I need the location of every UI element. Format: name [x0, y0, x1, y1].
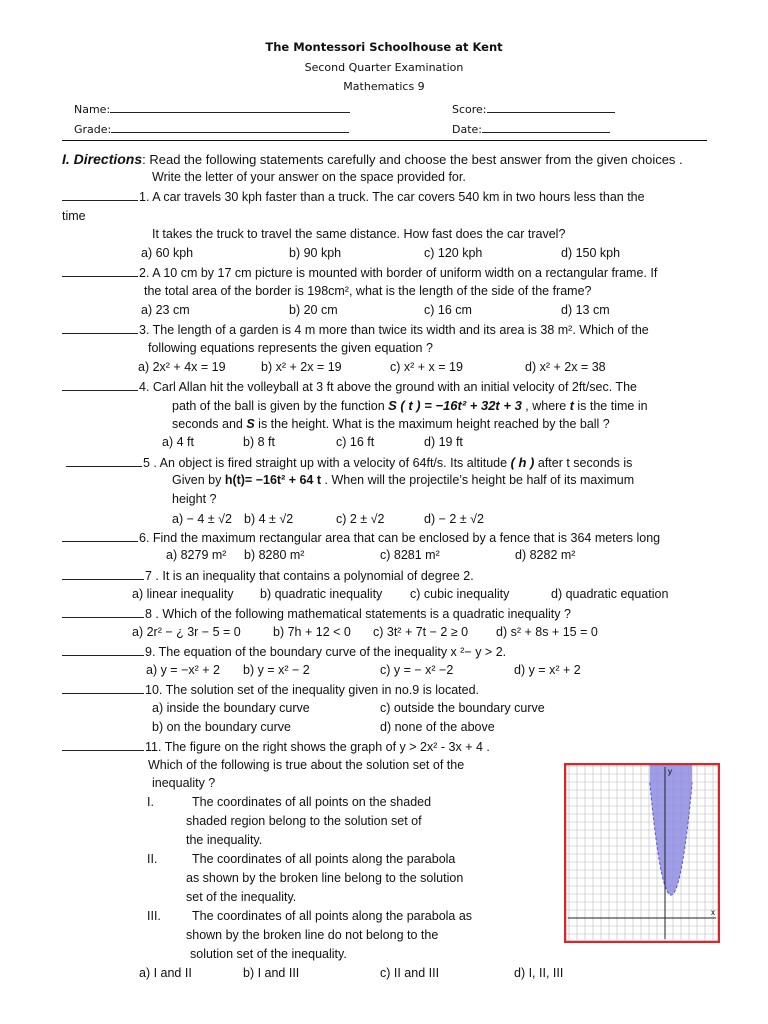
q3-choice-c: c) x² + x = 19 [390, 360, 463, 374]
q7-choice-c: c) cubic inequality [410, 587, 510, 601]
q10-choice-d: d) none of the above [380, 720, 495, 734]
q10-choice-b: b) on the boundary curve [152, 720, 291, 734]
q1-choice-c: c) 120 kph [424, 246, 483, 260]
question-11-line-3: inequality ? [152, 776, 216, 790]
question-4: 4. Carl Allan hit the volleyball at 3 ft above the ground with an initial velocity of 2ft/sec. The [62, 379, 637, 394]
statement-iii-line-2: shown by the broken line do not belong to the [186, 928, 439, 942]
q4-choice-c: c) 16 ft [336, 435, 375, 449]
question-10: 10. The solution set of the inequality given in no.9 is located. [62, 682, 479, 697]
answer-blank-11[interactable] [62, 739, 144, 751]
q10-choice-c: c) outside the boundary curve [380, 701, 545, 715]
statement-ii-number: II. [147, 852, 158, 866]
statement-ii-line-2: as shown by the broken line belong to the solution [186, 871, 464, 885]
grade-label: Grade: [74, 123, 112, 136]
question-5-line-3: height ? [172, 492, 217, 506]
grade-field[interactable] [74, 120, 349, 136]
q7-choice-b: b) quadratic inequality [260, 587, 383, 601]
question-3-line: following equations represents the given equation ? [148, 341, 433, 355]
q8-choice-a: a) 2r² − ¿ 3r − 5 = 0 [132, 625, 241, 639]
date-label: Date: [452, 123, 482, 136]
statement-iii-number: III. [147, 909, 161, 923]
q4-choice-b: b) 8 ft [243, 435, 275, 449]
question-7: 7 . It is an inequality that contains a polynomial of degree 2. [62, 568, 474, 583]
q5-choice-b: b) 4 ± √2 [244, 512, 294, 526]
answer-blank-3[interactable] [62, 322, 138, 334]
answer-blank-5[interactable] [66, 455, 142, 467]
directions-text-2: Write the letter of your answer on the space provided for. [152, 170, 466, 184]
q5-choice-c: c) 2 ± √2 [336, 512, 385, 526]
q5-choice-d: d) − 2 ± √2 [424, 512, 484, 526]
question-4-line-2: path of the ball is given by the function S ( t ) = −16t² + 32t + 3 , where t is the time in [172, 398, 648, 413]
school-title: The Montessori Schoolhouse at Kent [265, 40, 503, 54]
answer-blank-10[interactable] [62, 682, 144, 694]
question-2: 2. A 10 cm by 17 cm picture is mounted with border of uniform width on a rectangular frame. If [62, 265, 657, 280]
answer-blank-7[interactable] [62, 568, 144, 580]
question-9: 9. The equation of the boundary curve of the inequality x ²− y > 2. [62, 644, 506, 659]
header-divider [62, 140, 707, 141]
score-label: Score: [452, 103, 487, 116]
question-6: 6. Find the maximum rectangular area that can be enclosed by a fence that is 364 meters long [62, 530, 660, 545]
q8-choice-b: b) 7h + 12 < 0 [273, 625, 351, 639]
q9-choice-a: a) y = −x² + 2 [146, 663, 220, 677]
inequality-graph [564, 763, 720, 943]
q3-choice-d: d) x² + 2x = 38 [525, 360, 606, 374]
question-8: 8 . Which of the following mathematical statements is a quadratic inequality ? [62, 606, 571, 621]
subject-title: Mathematics 9 [343, 80, 425, 93]
q6-choice-c: c) 8281 m² [380, 548, 440, 562]
q9-choice-b: b) y = x² − 2 [243, 663, 310, 677]
answer-blank-8[interactable] [62, 606, 144, 618]
answer-blank-1[interactable] [62, 189, 138, 201]
q4-choice-a: a) 4 ft [162, 435, 194, 449]
q4-choice-d: d) 19 ft [424, 435, 463, 449]
question-11: 11. The figure on the right shows the graph of y > 2x² - 3x + 4 . [62, 739, 490, 754]
x-axis-label: x [711, 908, 715, 917]
q10-choice-a: a) inside the boundary curve [152, 701, 310, 715]
statement-ii-line-3: set of the inequality. [186, 890, 297, 904]
exam-title: Second Quarter Examination [304, 61, 464, 74]
statement-i-line-3: the inequality. [186, 833, 263, 847]
q3-choice-b: b) x² + 2x = 19 [261, 360, 342, 374]
q6-choice-b: b) 8280 m² [244, 548, 305, 562]
q11-choice-c: c) II and III [380, 966, 440, 980]
directions-text: : Read the following statements carefully and choose the best answer from the given choices . [142, 152, 683, 167]
statement-i-line-2: shaded region belong to the solution set of [186, 814, 422, 828]
y-axis-label: y [668, 767, 672, 776]
question-11-line-2: Which of the following is true about the solution set of the [148, 758, 465, 772]
q2-choice-b: b) 20 cm [289, 303, 338, 317]
q9-choice-d: d) y = x² + 2 [514, 663, 581, 677]
question-5-line-2: Given by h(t)= −16t² + 64 t . When will the projectile’s height be half of its maximum [172, 473, 635, 487]
answer-blank-2[interactable] [62, 265, 138, 277]
q2-choice-d: d) 13 cm [561, 303, 610, 317]
statement-ii-line-1: The coordinates of all points along the parabola [192, 852, 456, 866]
q3-choice-a: a) 2x² + 4x = 19 [138, 360, 226, 374]
score-field[interactable] [452, 100, 615, 116]
q8-choice-d: d) s² + 8s + 15 = 0 [496, 625, 598, 639]
question-4-line-3: seconds and S is the height. What is the maximum height reached by the ball ? [172, 417, 610, 431]
statement-i-number: I. [147, 795, 154, 809]
q1-choice-a: a) 60 kph [141, 246, 194, 260]
name-field[interactable] [74, 100, 350, 116]
answer-blank-4[interactable] [62, 379, 138, 391]
q8-choice-c: c) 3t² + 7t − 2 ≥ 0 [373, 625, 469, 639]
question-3: 3. The length of a garden is 4 m more than twice its width and its area is 38 m². Which of the [62, 322, 649, 337]
question-5: 5 . An object is fired straight up with a velocity of 64ft/s. Its altitude ( h ) after t seconds is [66, 455, 632, 470]
q1-choice-b: b) 90 kph [289, 246, 342, 260]
q11-choice-d: d) I, II, III [514, 966, 564, 980]
statement-iii-line-3: solution set of the inequality. [190, 947, 347, 961]
statement-i-line-1: The coordinates of all points on the shaded [192, 795, 432, 809]
q5-choice-a: a) − 4 ± √2 [172, 512, 232, 526]
question-1: 1. A car travels 30 kph faster than a truck. The car covers 540 km in two hours less than the [62, 189, 645, 204]
q11-choice-b: b) I and III [243, 966, 300, 980]
name-label: Name: [74, 103, 111, 116]
question-1-wrap: time [62, 209, 86, 223]
question-1-line: It takes the truck to travel the same distance. How fast does the car travel? [152, 227, 566, 241]
q2-choice-c: c) 16 cm [424, 303, 472, 317]
q2-choice-a: a) 23 cm [141, 303, 190, 317]
q11-choice-a: a) I and II [139, 966, 192, 980]
directions [62, 151, 683, 167]
question-2-line: the total area of the border is 198cm², what is the length of the side of the frame? [144, 284, 592, 298]
q6-choice-a: a) 8279 m² [166, 548, 227, 562]
date-field[interactable] [452, 120, 610, 136]
q7-choice-d: d) quadratic equation [551, 587, 669, 601]
answer-blank-6[interactable] [62, 530, 138, 542]
statement-iii-line-1: The coordinates of all points along the parabola as [192, 909, 473, 923]
q7-choice-a: a) linear inequality [132, 587, 234, 601]
directions-label: I. Directions [62, 151, 143, 167]
q6-choice-d: d) 8282 m² [515, 548, 576, 562]
q1-choice-d: d) 150 kph [561, 246, 621, 260]
answer-blank-9[interactable] [62, 644, 144, 656]
q9-choice-c: c) y = − x² −2 [380, 663, 454, 677]
